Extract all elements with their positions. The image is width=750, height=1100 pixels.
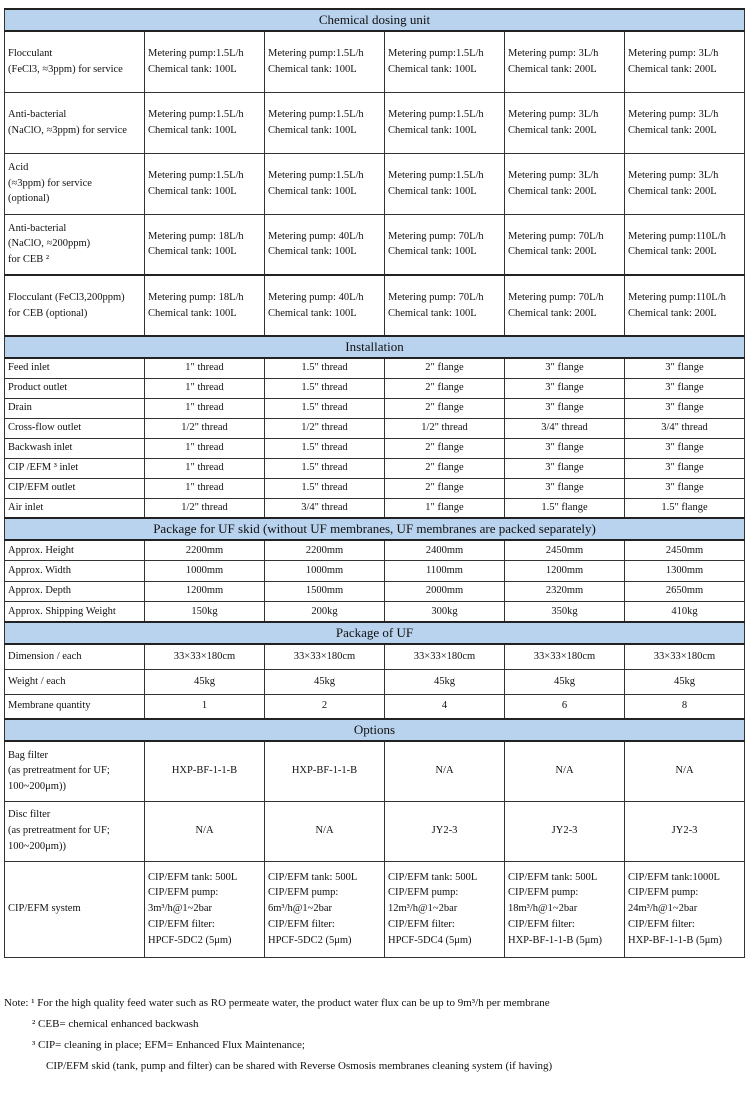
row-value: 45kg <box>265 669 385 694</box>
cip-efm-spec-line: CIP/EFM filter: <box>268 918 335 930</box>
chemical-label-line: Anti-bacterial <box>8 222 67 234</box>
section-title: Chemical dosing unit <box>5 9 745 31</box>
chemical-label-line: Acid <box>8 161 29 173</box>
row-value: 3" flange <box>505 378 625 398</box>
row-value: 2450mm <box>505 540 625 561</box>
row-value: 1.5" thread <box>265 478 385 498</box>
row-value: 1/2" thread <box>145 498 265 518</box>
package-row <box>5 561 745 582</box>
cip-efm-spec-line: CIP/EFM tank:1000L <box>628 871 720 883</box>
spec-table-body <box>5 9 745 957</box>
chemical-spec-line: Chemical tank: 100L <box>268 124 357 136</box>
chemical-spec-line: Chemical tank: 100L <box>388 124 477 136</box>
row-label: Feed inlet <box>5 358 145 378</box>
row-value: 3" flange <box>625 358 745 378</box>
chemical-spec <box>505 92 625 153</box>
chemical-spec-line: Metering pump: 3L/h <box>508 169 599 181</box>
section-title: Options <box>5 719 745 741</box>
row-label: Approx. Depth <box>5 581 145 602</box>
chemical-label-line: Flocculant (FeCl3,200ppm) <box>8 291 125 303</box>
row-value: 6 <box>505 694 625 719</box>
cip-efm-spec-line: HXP-BF-1-1-B (5μm) <box>628 934 723 946</box>
installation-row <box>5 418 745 438</box>
cip-efm-spec-line: CIP/EFM filter: <box>508 918 575 930</box>
section-title: Package for UF skid (without UF membranes, UF membranes are packed separately) <box>5 518 745 540</box>
chemical-label-line: Anti-bacterial <box>8 108 67 120</box>
row-value: 2320mm <box>505 581 625 602</box>
option-label-line: Disc filter <box>8 809 51 821</box>
option-label-line: (as pretreatment for UF; <box>8 765 110 777</box>
row-value: 1.5" thread <box>265 378 385 398</box>
installation-row <box>5 358 745 378</box>
row-label: CIP/EFM outlet <box>5 478 145 498</box>
option-label <box>5 741 145 801</box>
cip-efm-spec-line: CIP/EFM pump: <box>268 887 339 899</box>
chemical-spec <box>145 275 265 336</box>
option-label-line: 100~200μm)) <box>8 840 66 852</box>
chemical-label-line: (FeCl3, ≈3ppm) for service <box>8 63 123 75</box>
chemical-spec <box>505 31 625 92</box>
row-value: 3/4" thread <box>265 498 385 518</box>
chemical-spec <box>265 214 385 275</box>
chemical-spec-line: Metering pump: 70L/h <box>508 230 604 242</box>
row-value: 300kg <box>385 602 505 623</box>
chemical-label <box>5 31 145 92</box>
row-value: 1.5" thread <box>265 358 385 378</box>
chemical-spec-line: Chemical tank: 200L <box>508 63 597 75</box>
option-label-line: (as pretreatment for UF; <box>8 825 110 837</box>
installation-row <box>5 498 745 518</box>
cip-efm-spec-line: CIP/EFM tank: 500L <box>268 871 358 883</box>
section-title: Package of UF <box>5 622 745 644</box>
chemical-spec-line: Metering pump: 3L/h <box>508 108 599 120</box>
row-value: 3" flange <box>625 398 745 418</box>
row-value: 1.5" flange <box>625 498 745 518</box>
chemical-spec-line: Metering pump:110L/h <box>628 230 726 242</box>
chemical-spec <box>145 92 265 153</box>
row-value: 1/2" thread <box>265 418 385 438</box>
row-label: Approx. Shipping Weight <box>5 602 145 623</box>
row-label: Weight / each <box>5 669 145 694</box>
row-label: Air inlet <box>5 498 145 518</box>
spec-table <box>4 8 745 958</box>
option-label: CIP/EFM system <box>5 861 145 957</box>
chemical-label <box>5 214 145 275</box>
row-value: 1" thread <box>145 438 265 458</box>
row-value: 2450mm <box>625 540 745 561</box>
row-value: 45kg <box>625 669 745 694</box>
row-value: 1.5" thread <box>265 458 385 478</box>
cip-efm-spec-line: 18m³/h@1~2bar <box>508 903 578 915</box>
chemical-spec-line: Metering pump: 3L/h <box>628 169 719 181</box>
chemical-spec <box>385 275 505 336</box>
cip-efm-spec-line: 12m³/h@1~2bar <box>388 903 458 915</box>
chemical-spec-line: Metering pump:1.5L/h <box>148 169 244 181</box>
cip-efm-spec <box>505 861 625 957</box>
row-value: 1200mm <box>145 581 265 602</box>
chemical-spec-line: Metering pump: 40L/h <box>268 291 364 303</box>
chemical-label-line: (NaClO, ≈3ppm) for service <box>8 124 127 136</box>
row-value: 3" flange <box>625 378 745 398</box>
row-value: 350kg <box>505 602 625 623</box>
row-label: Approx. Height <box>5 540 145 561</box>
chemical-label-line: for CEB ² <box>8 254 50 266</box>
footnote-2: ² CEB= chemical enhanced backwash <box>32 1018 199 1030</box>
option-value: HXP-BF-1-1-B <box>265 741 385 801</box>
row-value: 1/2" thread <box>145 418 265 438</box>
cip-efm-spec-line: CIP/EFM filter: <box>148 918 215 930</box>
chemical-label <box>5 153 145 214</box>
chemical-spec-line: Metering pump:1.5L/h <box>388 169 484 181</box>
cip-efm-spec-line: 6m³/h@1~2bar <box>268 903 332 915</box>
cip-efm-spec <box>145 861 265 957</box>
chemical-spec-line: Metering pump:1.5L/h <box>388 108 484 120</box>
cip-efm-spec-line: HPCF-5DC2 (5μm) <box>268 934 352 946</box>
row-value: 1200mm <box>505 561 625 582</box>
row-value: 1500mm <box>265 581 385 602</box>
chemical-row <box>5 92 745 153</box>
row-value: 2" flange <box>385 378 505 398</box>
installation-row <box>5 438 745 458</box>
row-value: 3" flange <box>625 458 745 478</box>
cip-efm-spec-line: 24m³/h@1~2bar <box>628 903 698 915</box>
row-value: 3" flange <box>505 458 625 478</box>
installation-row <box>5 398 745 418</box>
row-label: Cross-flow outlet <box>5 418 145 438</box>
chemical-spec-line: Metering pump:1.5L/h <box>148 48 244 59</box>
row-value: 2" flange <box>385 478 505 498</box>
cip-efm-spec-line: CIP/EFM pump: <box>508 887 579 899</box>
row-label: CIP /EFM ³ inlet <box>5 458 145 478</box>
package-row <box>5 602 745 623</box>
chemical-label-line: (≈3ppm) for service <box>8 177 92 189</box>
cip-efm-spec-line: CIP/EFM pump: <box>628 887 699 899</box>
chemical-spec-line: Chemical tank: 100L <box>268 246 357 258</box>
chemical-spec <box>625 153 745 214</box>
row-value: 3" flange <box>505 398 625 418</box>
chemical-spec-line: Chemical tank: 100L <box>148 246 237 258</box>
cip-efm-spec-line: CIP/EFM filter: <box>628 918 695 930</box>
package-row <box>5 581 745 602</box>
chemical-spec-line: Chemical tank: 200L <box>508 307 597 319</box>
row-label: Dimension / each <box>5 644 145 669</box>
chemical-spec-line: Metering pump: 40L/h <box>268 230 364 242</box>
installation-row <box>5 478 745 498</box>
row-value: 1" thread <box>145 478 265 498</box>
row-value: 33×33×180cm <box>385 644 505 669</box>
chemical-spec-line: Chemical tank: 100L <box>388 63 477 75</box>
option-value: N/A <box>625 741 745 801</box>
row-value: 1" thread <box>145 458 265 478</box>
chemical-spec-line: Chemical tank: 100L <box>148 185 237 197</box>
row-value: 1" thread <box>145 378 265 398</box>
chemical-spec <box>145 214 265 275</box>
section-header-options <box>5 719 745 741</box>
chemical-spec <box>505 275 625 336</box>
chemical-spec <box>625 275 745 336</box>
cip-efm-spec-line: CIP/EFM pump: <box>148 887 219 899</box>
row-value: 3" flange <box>625 438 745 458</box>
chemical-spec-line: Metering pump: 3L/h <box>628 48 719 59</box>
chemical-label <box>5 275 145 336</box>
row-value: 1 <box>145 694 265 719</box>
chemical-spec <box>145 31 265 92</box>
chemical-spec <box>385 214 505 275</box>
uf-row <box>5 694 745 719</box>
chemical-spec <box>625 214 745 275</box>
chemical-label-line: (NaClO, ≈200ppm) <box>8 238 91 250</box>
option-value: N/A <box>505 741 625 801</box>
chemical-spec-line: Metering pump:1.5L/h <box>148 108 244 120</box>
row-value: 2200mm <box>145 540 265 561</box>
chemical-label-line: for CEB (optional) <box>8 307 88 319</box>
section-header-package_uf <box>5 622 745 644</box>
cip-efm-spec-line: CIP/EFM tank: 500L <box>388 871 478 883</box>
option-row <box>5 801 745 861</box>
row-value: 2" flange <box>385 398 505 418</box>
footnotes <box>4 993 744 1077</box>
row-value: 1300mm <box>625 561 745 582</box>
section-header-chemical <box>5 9 745 31</box>
row-value: 2650mm <box>625 581 745 602</box>
option-value: JY2-3 <box>625 801 745 861</box>
option-label <box>5 801 145 861</box>
row-value: 3/4" thread <box>625 418 745 438</box>
row-value: 3" flange <box>505 358 625 378</box>
row-value: 45kg <box>385 669 505 694</box>
uf-row <box>5 669 745 694</box>
row-label: Membrane quantity <box>5 694 145 719</box>
cip-efm-spec <box>385 861 505 957</box>
chemical-spec-line: Chemical tank: 200L <box>628 124 717 136</box>
chemical-spec-line: Chemical tank: 100L <box>268 63 357 75</box>
row-value: 1000mm <box>145 561 265 582</box>
chemical-row <box>5 31 745 92</box>
option-value: JY2-3 <box>505 801 625 861</box>
chemical-row <box>5 214 745 275</box>
row-value: 1" flange <box>385 498 505 518</box>
chemical-label-line: (optional) <box>8 193 50 205</box>
chemical-spec <box>265 31 385 92</box>
chemical-spec-line: Metering pump:110L/h <box>628 291 726 303</box>
chemical-row <box>5 153 745 214</box>
chemical-spec-line: Chemical tank: 200L <box>508 185 597 197</box>
chemical-spec-line: Metering pump: 3L/h <box>508 48 599 59</box>
row-value: 1100mm <box>385 561 505 582</box>
chemical-spec-line: Chemical tank: 100L <box>148 124 237 136</box>
chemical-row <box>5 275 745 336</box>
row-value: 3" flange <box>625 478 745 498</box>
cip-efm-spec-line: CIP/EFM tank: 500L <box>148 871 238 883</box>
row-value: 2000mm <box>385 581 505 602</box>
row-value: 410kg <box>625 602 745 623</box>
chemical-spec-line: Metering pump:1.5L/h <box>268 108 364 120</box>
row-value: 1/2" thread <box>385 418 505 438</box>
option-value: N/A <box>265 801 385 861</box>
row-value: 1.5" thread <box>265 398 385 418</box>
row-value: 4 <box>385 694 505 719</box>
row-value: 200kg <box>265 602 385 623</box>
row-value: 3" flange <box>505 438 625 458</box>
chemical-label <box>5 92 145 153</box>
row-label: Drain <box>5 398 145 418</box>
option-value: JY2-3 <box>385 801 505 861</box>
chemical-spec-line: Chemical tank: 100L <box>148 307 237 319</box>
cip-efm-spec <box>625 861 745 957</box>
row-value: 2" flange <box>385 438 505 458</box>
installation-row <box>5 378 745 398</box>
chemical-spec-line: Chemical tank: 100L <box>388 307 477 319</box>
uf-row <box>5 644 745 669</box>
section-header-installation <box>5 336 745 358</box>
cip-efm-spec-line: HXP-BF-1-1-B (5μm) <box>508 934 603 946</box>
chemical-spec <box>505 214 625 275</box>
section-header-package_skid <box>5 518 745 540</box>
footnote-3: ³ CIP= cleaning in place; EFM= Enhanced Flux Maintenance; <box>32 1039 305 1051</box>
cip-efm-spec <box>265 861 385 957</box>
row-value: 45kg <box>145 669 265 694</box>
chemical-spec-line: Chemical tank: 200L <box>628 246 717 258</box>
chemical-spec-line: Metering pump: 70L/h <box>388 230 484 242</box>
row-value: 1000mm <box>265 561 385 582</box>
chemical-spec-line: Chemical tank: 100L <box>388 246 477 258</box>
cip-efm-spec-line: CIP/EFM pump: <box>388 887 459 899</box>
option-label-line: 100~200μm)) <box>8 781 66 793</box>
row-value: 3/4" thread <box>505 418 625 438</box>
chemical-spec-line: Metering pump:1.5L/h <box>388 48 484 59</box>
row-label: Backwash inlet <box>5 438 145 458</box>
chemical-spec-line: Metering pump: 70L/h <box>388 291 484 303</box>
option-row <box>5 741 745 801</box>
option-value: N/A <box>385 741 505 801</box>
cip-efm-spec-line: 3m³/h@1~2bar <box>148 903 212 915</box>
chemical-label-line: Flocculant <box>8 48 53 59</box>
row-value: 150kg <box>145 602 265 623</box>
chemical-spec <box>265 153 385 214</box>
chemical-spec-line: Metering pump:1.5L/h <box>268 48 364 59</box>
row-value: 33×33×180cm <box>505 644 625 669</box>
chemical-spec <box>385 31 505 92</box>
row-value: 1.5" thread <box>265 438 385 458</box>
cip-efm-spec-line: CIP/EFM tank: 500L <box>508 871 598 883</box>
chemical-spec <box>385 92 505 153</box>
chemical-spec-line: Chemical tank: 200L <box>628 63 717 75</box>
chemical-spec-line: Metering pump:1.5L/h <box>268 169 364 181</box>
row-value: 33×33×180cm <box>265 644 385 669</box>
chemical-spec-line: Chemical tank: 200L <box>628 185 717 197</box>
option-label-line: Bag filter <box>8 749 48 761</box>
option-value: N/A <box>145 801 265 861</box>
row-value: 2" flange <box>385 458 505 478</box>
row-value: 33×33×180cm <box>625 644 745 669</box>
row-value: 8 <box>625 694 745 719</box>
row-value: 2200mm <box>265 540 385 561</box>
option-value: HXP-BF-1-1-B <box>145 741 265 801</box>
chemical-spec-line: Metering pump: 18L/h <box>148 291 244 303</box>
chemical-spec-line: Chemical tank: 100L <box>148 63 237 75</box>
row-label: Approx. Width <box>5 561 145 582</box>
row-value: 2" flange <box>385 358 505 378</box>
chemical-spec <box>625 31 745 92</box>
row-value: 2 <box>265 694 385 719</box>
chemical-spec <box>265 92 385 153</box>
row-value: 45kg <box>505 669 625 694</box>
row-value: 1.5" flange <box>505 498 625 518</box>
cip-efm-spec-line: CIP/EFM filter: <box>388 918 455 930</box>
row-value: 3" flange <box>505 478 625 498</box>
chemical-spec-line: Chemical tank: 200L <box>508 246 597 258</box>
chemical-spec-line: Metering pump: 3L/h <box>628 108 719 120</box>
chemical-spec <box>145 153 265 214</box>
row-label: Product outlet <box>5 378 145 398</box>
chemical-spec-line: Metering pump: 18L/h <box>148 230 244 242</box>
chemical-spec <box>385 153 505 214</box>
chemical-spec-line: Chemical tank: 100L <box>268 185 357 197</box>
cip-efm-row <box>5 861 745 957</box>
footnote-3-continued: CIP/EFM skid (tank, pump and filter) can be shared with Reverse Osmosis membranes cleaning system (if having) <box>46 1060 553 1072</box>
section-title: Installation <box>5 336 745 358</box>
row-value: 1" thread <box>145 358 265 378</box>
footnote-1: Note: ¹ For the high quality feed water such as RO permeate water, the product water flux can be up to 9m³/h per membrane <box>4 997 550 1009</box>
chemical-spec <box>505 153 625 214</box>
row-value: 1" thread <box>145 398 265 418</box>
chemical-spec <box>265 275 385 336</box>
chemical-spec-line: Chemical tank: 100L <box>268 307 357 319</box>
chemical-spec-line: Metering pump: 70L/h <box>508 291 604 303</box>
row-value: 33×33×180cm <box>145 644 265 669</box>
chemical-spec-line: Chemical tank: 200L <box>628 307 717 319</box>
chemical-spec-line: Chemical tank: 200L <box>508 124 597 136</box>
chemical-spec <box>625 92 745 153</box>
cip-efm-spec-line: HPCF-5DC2 (5μm) <box>148 934 232 946</box>
installation-row <box>5 458 745 478</box>
spec-sheet <box>4 8 744 958</box>
row-value: 2400mm <box>385 540 505 561</box>
chemical-spec-line: Chemical tank: 100L <box>388 185 477 197</box>
package-row <box>5 540 745 561</box>
cip-efm-spec-line: HPCF-5DC4 (5μm) <box>388 934 472 946</box>
